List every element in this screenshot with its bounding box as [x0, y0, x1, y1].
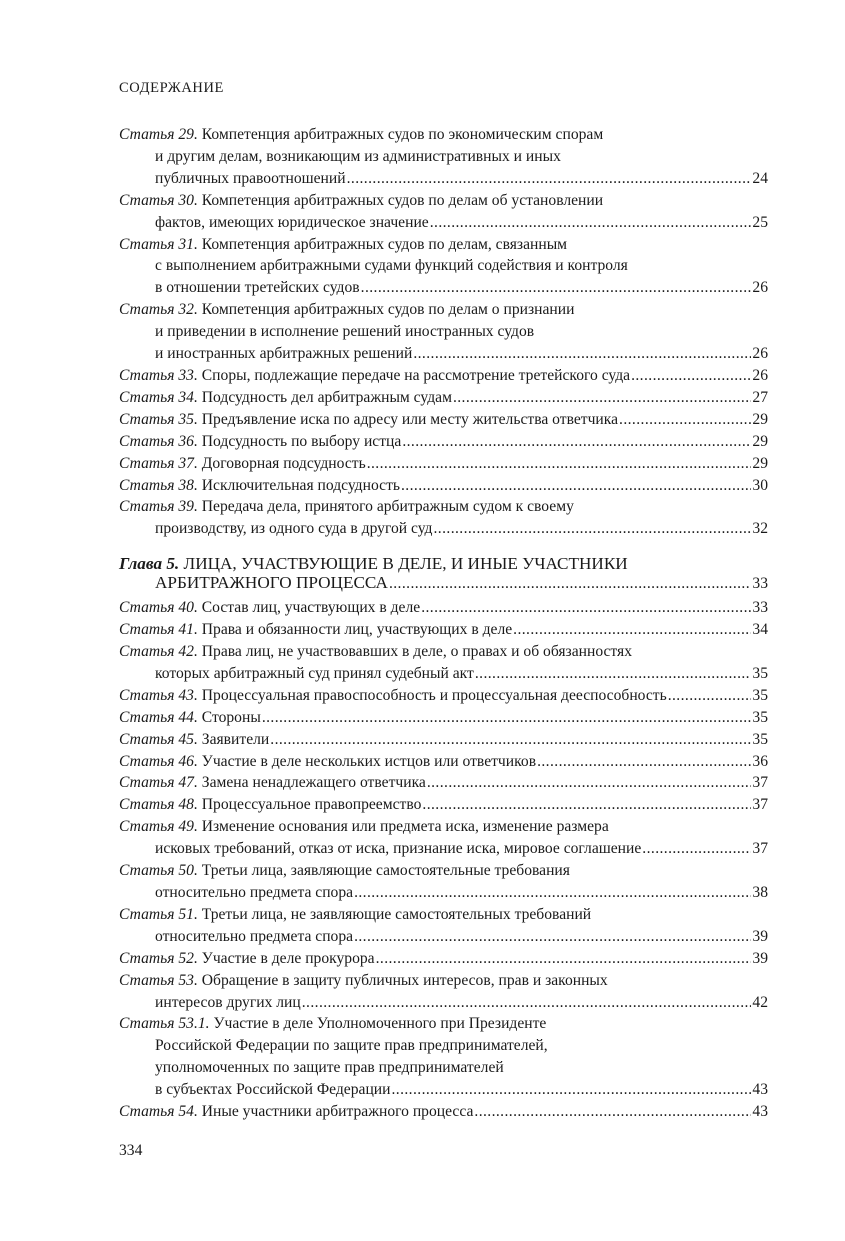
entry-title-text: Участие в деле Уполномоченного при Президенте — [213, 1015, 547, 1033]
toc-line — [119, 641, 768, 663]
entry-title-text: фактов, имеющих юридическое значение — [155, 213, 429, 231]
dot-leader — [354, 882, 751, 904]
toc-page-number: 29 — [752, 432, 768, 450]
entry-title-text: публичных правоотношений — [155, 169, 346, 187]
dot-leader — [537, 751, 751, 773]
toc-line-text — [119, 772, 426, 794]
entry-title-text: Договорная подсудность — [201, 454, 366, 472]
toc-line — [119, 1057, 768, 1079]
toc-line-text — [155, 1037, 548, 1054]
dot-leader — [631, 365, 751, 387]
toc-line — [119, 1013, 768, 1035]
toc-entry[interactable] — [119, 409, 768, 431]
entry-title-text: интересов других лиц — [155, 993, 301, 1011]
article-label: Статья 42. — [119, 643, 198, 661]
toc-entry[interactable] — [119, 685, 768, 707]
toc-line-text — [119, 554, 628, 573]
page-number: 334 — [119, 1142, 143, 1159]
entry-title-text: ЛИЦА, УЧАСТВУЮЩИЕ В ДЕЛЕ, И ИНЫЕ УЧАСТНИКИ — [183, 554, 628, 574]
toc-line — [119, 904, 768, 926]
toc-line — [119, 321, 768, 343]
chapter-label: Глава 5. — [119, 554, 180, 574]
toc-line — [119, 573, 768, 593]
toc-line-text — [119, 685, 667, 707]
toc-line-text — [119, 498, 574, 515]
entry-title-text: Российской Федерации по защите прав предпринимателей, — [155, 1037, 548, 1055]
toc-line — [119, 772, 768, 794]
toc-line-text — [119, 387, 452, 409]
dot-leader — [270, 729, 751, 751]
toc-chapter[interactable] — [119, 554, 768, 593]
toc-line-text — [119, 794, 421, 816]
entry-title-text: относительно предмета спора — [155, 884, 354, 901]
entry-title-text: Передача дела, принятого арбитражным судом к своему — [201, 498, 574, 516]
toc-line-text — [155, 1059, 504, 1076]
toc-entry[interactable] — [119, 860, 768, 904]
article-label: Статья 32. — [119, 301, 198, 319]
toc-page-number: 42 — [752, 993, 768, 1011]
dot-leader — [402, 431, 751, 453]
toc-page-number: 43 — [752, 1103, 768, 1121]
dot-leader — [367, 453, 752, 475]
toc-page-number: 25 — [752, 213, 768, 231]
dot-leader — [642, 838, 751, 860]
toc-page-number: 39 — [752, 949, 768, 967]
toc-entry[interactable] — [119, 453, 768, 475]
entry-title-text: Подсудность по выбору истца — [201, 432, 402, 450]
entry-title-text: и другим делам, возникающим из административных и иных — [155, 147, 561, 165]
toc-line-text — [155, 323, 534, 340]
article-label: Статья 40. — [119, 599, 198, 617]
toc-line — [119, 816, 768, 838]
toc-line-text — [119, 818, 609, 835]
entry-title-text: производству, из одного суда в другой суд — [155, 520, 433, 538]
toc-line — [119, 124, 768, 146]
dot-leader — [354, 926, 751, 948]
toc-page-number: 35 — [752, 708, 768, 726]
toc-line — [119, 387, 768, 409]
dot-leader — [668, 685, 752, 707]
table-of-contents — [119, 124, 768, 1123]
entry-title-text: Иные участники арбитражного процесса — [201, 1103, 474, 1121]
toc-page-number: 34 — [752, 621, 768, 639]
running-head: СОДЕРЖАНИЕ — [119, 80, 224, 96]
toc-line — [119, 190, 768, 212]
entry-title-text: Споры, подлежащие передаче на рассмотрение третейского суда — [201, 366, 631, 384]
entry-title-text: Компетенция арбитражных судов по делам, связанным — [201, 235, 568, 253]
toc-line — [119, 948, 768, 970]
toc-entry[interactable] — [119, 816, 768, 860]
toc-line-text — [119, 906, 591, 923]
toc-line — [119, 409, 768, 431]
dot-leader — [434, 518, 752, 540]
toc-line-text — [119, 192, 603, 209]
toc-line — [119, 343, 768, 365]
dot-leader — [347, 168, 752, 190]
dot-leader — [413, 343, 751, 365]
entry-title-text: Подсудность дел арбитражным судам — [201, 388, 452, 406]
toc-entry[interactable] — [119, 729, 768, 751]
entry-title-text: и приведении в исполнение решений иностранных судов — [155, 323, 535, 341]
toc-page-number: 27 — [752, 388, 768, 406]
article-label: Статья 39. — [119, 498, 198, 516]
toc-entry[interactable] — [119, 904, 768, 948]
toc-page-number: 37 — [752, 774, 768, 792]
toc-entry[interactable] — [119, 299, 768, 365]
toc-line-text — [119, 597, 420, 619]
toc-line — [119, 168, 768, 190]
toc-line — [119, 234, 768, 256]
toc-page-number: 43 — [752, 1081, 768, 1099]
toc-page-number: 35 — [752, 664, 768, 682]
toc-line — [119, 860, 768, 882]
toc-line-text — [119, 751, 536, 773]
toc-page-number: 33 — [752, 575, 768, 593]
dot-leader — [422, 794, 751, 816]
article-label: Статья 38. — [119, 476, 198, 494]
toc-line — [119, 255, 768, 277]
toc-line — [119, 663, 768, 685]
toc-page-number: 26 — [752, 279, 768, 297]
toc-line — [119, 431, 768, 453]
toc-line — [119, 277, 768, 299]
dot-leader — [391, 1079, 751, 1101]
toc-entry[interactable] — [119, 970, 768, 1014]
article-label: Статья 30. — [119, 191, 198, 209]
entry-title-text: Права лиц, не участвовавших в деле, о правах и об обязанностях — [201, 643, 633, 661]
toc-entry[interactable] — [119, 234, 768, 300]
toc-page-number: 32 — [752, 520, 768, 538]
entry-title-text: в субъектах Российской Федерации — [155, 1081, 391, 1099]
article-label: Статья 53. — [119, 971, 198, 989]
entry-title-text: Права и обязанности лиц, участвующих в деле — [201, 621, 513, 639]
toc-line — [119, 751, 768, 773]
toc-line — [119, 1035, 768, 1057]
article-label: Статья 48. — [119, 796, 198, 814]
dot-leader — [401, 475, 751, 497]
toc-page-number: 24 — [752, 169, 768, 187]
entry-title-text: Процессуальное правопреемство — [201, 796, 422, 814]
dot-leader — [361, 277, 752, 299]
entry-title-text: Изменение основания или предмета иска, изменение размера — [201, 818, 609, 836]
entry-title-text: Обращение в защиту публичных интересов, прав и законных — [201, 971, 608, 989]
toc-line — [119, 970, 768, 992]
entry-title-text: Компетенция арбитражных судов по экономическим спорам — [201, 126, 604, 143]
toc-line-text — [155, 212, 429, 234]
toc-line — [119, 518, 768, 540]
dot-leader — [376, 948, 752, 970]
toc-line-text — [155, 148, 561, 165]
article-label: Статья 53.1. — [119, 1015, 210, 1033]
toc-line — [119, 794, 768, 816]
entry-title-text: Участие в деле прокурора — [201, 949, 375, 967]
entry-title-text: с выполнением арбитражными судами функций содействия и контроля — [155, 257, 628, 275]
toc-line-text — [119, 365, 630, 387]
dot-leader — [430, 212, 752, 234]
toc-line-text — [119, 126, 603, 143]
toc-line-text — [155, 838, 641, 860]
toc-line-text — [119, 1015, 546, 1032]
dot-leader — [262, 707, 752, 729]
toc-line-text — [155, 882, 353, 904]
toc-line — [119, 838, 768, 860]
toc-line — [119, 453, 768, 475]
toc-entry[interactable] — [119, 619, 768, 641]
toc-entry[interactable] — [119, 772, 768, 794]
article-label: Статья 37. — [119, 454, 198, 472]
toc-page-number: 35 — [752, 686, 768, 704]
toc-entry[interactable] — [119, 387, 768, 409]
article-label: Статья 50. — [119, 862, 198, 880]
toc-entry[interactable] — [119, 641, 768, 685]
toc-line-text — [119, 729, 269, 751]
article-label: Статья 33. — [119, 366, 198, 384]
toc-line — [119, 685, 768, 707]
toc-line-text — [119, 236, 567, 253]
toc-line-text — [119, 707, 261, 729]
toc-entry[interactable] — [119, 431, 768, 453]
toc-line-text — [119, 619, 512, 641]
toc-line — [119, 475, 768, 497]
article-label: Статья 47. — [119, 774, 198, 792]
article-label: Статья 52. — [119, 949, 198, 967]
toc-line-text — [155, 992, 301, 1014]
entry-title-text: Процессуальная правоспособность и процессуальная дееспособность — [201, 686, 667, 704]
entry-title-text: относительно предмета спора — [155, 927, 354, 945]
toc-line-text — [155, 257, 628, 274]
toc-line-text — [155, 1079, 390, 1101]
toc-line-text — [119, 1101, 473, 1123]
article-label: Статья 36. — [119, 432, 198, 450]
toc-line-text — [155, 926, 353, 948]
toc-entry[interactable] — [119, 190, 768, 234]
entry-title-text: и иностранных арбитражных решений — [155, 345, 413, 363]
toc-page-number: 37 — [752, 796, 768, 814]
toc-line — [119, 1101, 768, 1123]
toc-line-text — [155, 277, 360, 299]
article-label: Статья 54. — [119, 1103, 198, 1121]
toc-page-number: 39 — [752, 927, 768, 945]
toc-page-number: 26 — [752, 366, 768, 384]
entry-title-text: Участие в деле нескольких истцов или ответчиков — [201, 752, 537, 770]
toc-entry[interactable] — [119, 475, 768, 497]
entry-title-text: АРБИТРАЖНОГО ПРОЦЕССА — [155, 573, 388, 593]
entry-title-text: Компетенция арбитражных судов по делам об установлении — [201, 191, 604, 209]
toc-entry[interactable] — [119, 124, 768, 190]
entry-title-text: Замена ненадлежащего ответчика — [201, 774, 426, 792]
article-label: Статья 35. — [119, 410, 198, 428]
dot-leader — [427, 772, 752, 794]
article-label: Статья 31. — [119, 235, 198, 253]
dot-leader — [389, 574, 751, 593]
toc-page-number: 33 — [752, 599, 768, 617]
dot-leader — [513, 619, 751, 641]
entry-title-text: уполномоченных по защите прав предпринимателей — [155, 1059, 504, 1077]
dot-leader — [302, 992, 752, 1014]
toc-line — [119, 619, 768, 641]
toc-line-text — [119, 862, 570, 879]
dot-leader — [475, 663, 752, 685]
entry-title-text: исковых требований, отказ от иска, признание иска, мировое соглашение — [155, 840, 642, 858]
toc-entry[interactable] — [119, 365, 768, 387]
toc-entry[interactable] — [119, 1013, 768, 1101]
toc-line — [119, 729, 768, 751]
toc-entry[interactable] — [119, 794, 768, 816]
entry-title-text: Третьи лица, заявляющие самостоятельные требования — [201, 862, 570, 880]
toc-page-number: 37 — [752, 840, 768, 858]
article-label: Статья 44. — [119, 708, 198, 726]
toc-line-text — [119, 475, 400, 497]
toc-line — [119, 926, 768, 948]
toc-line — [119, 882, 768, 904]
toc-line-text — [155, 518, 433, 540]
toc-line-text — [119, 972, 608, 989]
toc-entry[interactable] — [119, 751, 768, 773]
article-label: Статья 34. — [119, 388, 198, 406]
article-label: Статья 49. — [119, 818, 198, 836]
dot-leader — [474, 1101, 751, 1123]
entry-title-text: Исключительная подсудность — [201, 476, 400, 494]
dot-leader — [421, 597, 751, 619]
toc-page-number: 29 — [752, 454, 768, 472]
toc-page-number: 26 — [752, 345, 768, 363]
toc-line-text — [119, 431, 401, 453]
toc-line — [119, 1079, 768, 1101]
article-label: Статья 46. — [119, 752, 198, 770]
toc-entry[interactable] — [119, 496, 768, 540]
dot-leader — [453, 387, 751, 409]
toc-entry[interactable] — [119, 948, 768, 970]
toc-line — [119, 365, 768, 387]
toc-line-text — [155, 343, 412, 365]
toc-line-text — [119, 301, 574, 318]
toc-page-number: 30 — [752, 476, 768, 494]
toc-line — [119, 496, 768, 518]
toc-line — [119, 597, 768, 619]
toc-page-number: 35 — [752, 730, 768, 748]
article-label: Статья 43. — [119, 686, 198, 704]
toc-entry[interactable] — [119, 597, 768, 619]
entry-title-text: Стороны — [201, 708, 261, 726]
article-label: Статья 29. — [119, 126, 198, 143]
toc-page-number: 29 — [752, 410, 768, 428]
dot-leader — [619, 409, 751, 431]
toc-line-text — [119, 643, 632, 660]
toc-line-text — [155, 663, 474, 685]
entry-title-text: в отношении третейских судов — [155, 279, 360, 297]
toc-line-text — [155, 168, 346, 190]
toc-line-text — [119, 409, 618, 431]
toc-entry[interactable] — [119, 1101, 768, 1123]
entry-title-text: Компетенция арбитражных судов по делам о признании — [201, 301, 575, 319]
entry-title-text: Заявители — [201, 730, 270, 748]
entry-title-text: которых арбитражный суд принял судебный акт — [155, 664, 474, 682]
toc-line-text — [119, 948, 375, 970]
toc-line — [119, 707, 768, 729]
toc-page-number: 38 — [752, 884, 768, 901]
toc-line — [119, 299, 768, 321]
toc-line — [119, 992, 768, 1014]
article-label: Статья 41. — [119, 621, 198, 639]
toc-line — [119, 554, 768, 573]
entry-title-text: Третьи лица, не заявляющие самостоятельных требований — [201, 905, 592, 923]
toc-line — [119, 212, 768, 234]
article-label: Статья 51. — [119, 905, 198, 923]
toc-page-number: 36 — [752, 752, 768, 770]
toc-line — [119, 146, 768, 168]
entry-title-text: Предъявление иска по адресу или месту жительства ответчика — [201, 410, 619, 428]
toc-line-text — [155, 573, 388, 592]
entry-title-text: Состав лиц, участвующих в деле — [201, 599, 421, 617]
toc-entry[interactable] — [119, 707, 768, 729]
article-label: Статья 45. — [119, 730, 198, 748]
toc-line-text — [119, 453, 366, 475]
